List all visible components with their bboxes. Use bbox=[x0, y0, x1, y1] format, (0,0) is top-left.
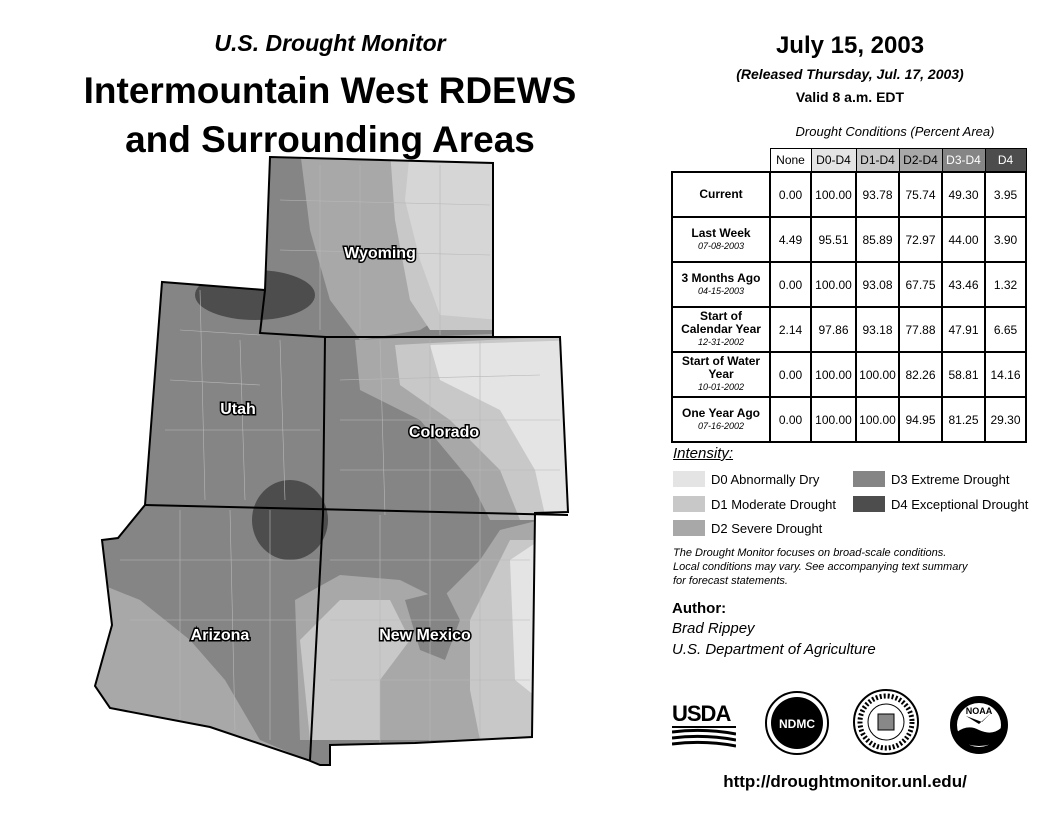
legend-item-d3 bbox=[853, 471, 1010, 487]
row-label: Last Week bbox=[691, 225, 751, 240]
legend-label: D0 Abnormally Dry bbox=[711, 471, 820, 487]
table-cell: 77.88 bbox=[899, 307, 942, 352]
col-header-d0d4: D0-D4 bbox=[811, 149, 856, 173]
legend-swatch bbox=[673, 496, 705, 512]
row-date: 04-15-2003 bbox=[697, 285, 745, 296]
table-cell: 4.49 bbox=[770, 217, 811, 262]
table-cell: 93.78 bbox=[856, 172, 899, 217]
author-name: Brad Rippey bbox=[672, 620, 755, 637]
table-cell: 3.95 bbox=[985, 172, 1026, 217]
table-cell: 100.00 bbox=[856, 397, 899, 442]
row-label: Start of Calendar Year bbox=[681, 309, 761, 336]
table-cell: 47.91 bbox=[942, 307, 985, 352]
ndmc-logo bbox=[764, 690, 830, 756]
legend-title: Intensity: bbox=[673, 445, 734, 462]
col-header-d1d4: D1-D4 bbox=[856, 149, 899, 173]
table-cell: 72.97 bbox=[899, 217, 942, 262]
disclaimer-note bbox=[673, 546, 1023, 588]
state-label-new-mexico: New Mexico bbox=[379, 627, 471, 644]
state-label-wyoming: Wyoming bbox=[344, 245, 416, 262]
row-date: 12-31-2002 bbox=[697, 337, 745, 347]
legend-item-d1 bbox=[673, 496, 836, 512]
noaa-logo-text: NOAA bbox=[965, 706, 993, 716]
row-date: 07-08-2003 bbox=[697, 240, 745, 251]
table-cell: 14.16 bbox=[985, 352, 1026, 397]
legend-label: D2 Severe Drought bbox=[711, 520, 823, 536]
table-cell: 93.08 bbox=[856, 262, 899, 307]
state-label-arizona: Arizona bbox=[190, 627, 250, 644]
table-cell: 49.30 bbox=[942, 172, 985, 217]
table-caption: Drought Conditions (Percent Area) bbox=[795, 124, 995, 139]
table-cell: 3.90 bbox=[985, 217, 1026, 262]
note-line: for forecast statements. bbox=[673, 575, 788, 587]
row-label: One Year Ago bbox=[681, 405, 761, 420]
table-cell: 0.00 bbox=[770, 397, 811, 442]
table-cell: 100.00 bbox=[811, 172, 856, 217]
author-heading: Author: bbox=[672, 600, 727, 617]
table-cell: 67.75 bbox=[899, 262, 942, 307]
map-date: July 15, 2003 bbox=[775, 32, 925, 59]
table-cell: 97.86 bbox=[811, 307, 856, 352]
table-cell: 0.00 bbox=[770, 352, 811, 397]
table-cell: 85.89 bbox=[856, 217, 899, 262]
table-cell: 29.30 bbox=[985, 397, 1026, 442]
legend-swatch bbox=[673, 520, 705, 536]
map-subtitle: U.S. Drought Monitor bbox=[214, 30, 446, 56]
legend-item-d4 bbox=[853, 496, 1028, 512]
legend-label: D1 Moderate Drought bbox=[711, 496, 837, 512]
drought-conditions-table bbox=[671, 148, 1027, 443]
table-cell: 94.95 bbox=[899, 397, 942, 442]
legend-label: D4 Exceptional Drought bbox=[891, 496, 1029, 512]
table-cell: 0.00 bbox=[770, 172, 811, 217]
table-row-start-of-calendar-year bbox=[672, 307, 1026, 352]
table-cell: 58.81 bbox=[942, 352, 985, 397]
legend-swatch bbox=[673, 471, 705, 487]
usda-logo bbox=[672, 702, 736, 750]
map-title-line2: and Surrounding Areas bbox=[125, 119, 535, 160]
state-label-colorado: Colorado bbox=[408, 424, 480, 441]
commerce-seal bbox=[852, 688, 920, 756]
usda-logo-text: USDA bbox=[672, 702, 736, 728]
col-header-d3d4: D3-D4 bbox=[942, 149, 985, 173]
table-row-3-months-ago bbox=[672, 262, 1026, 307]
table-cell: 43.46 bbox=[942, 262, 985, 307]
col-header-none: None bbox=[770, 149, 811, 173]
row-label: Start of Water Year bbox=[681, 354, 761, 381]
table-cell: 0.00 bbox=[770, 262, 811, 307]
table-cell: 100.00 bbox=[856, 352, 899, 397]
table-cell: 93.18 bbox=[856, 307, 899, 352]
map-title-line1: Intermountain West RDEWS bbox=[83, 70, 577, 111]
note-line: Local conditions may vary. See accompanying text summary bbox=[673, 561, 968, 573]
table-cell: 100.00 bbox=[811, 262, 856, 307]
legend-item-d2 bbox=[673, 520, 822, 536]
table-row-one-year-ago bbox=[672, 397, 1026, 442]
drought-map bbox=[0, 150, 660, 770]
state-label-utah: Utah bbox=[220, 401, 256, 418]
legend-swatch bbox=[853, 496, 885, 512]
row-date: 07-16-2002 bbox=[697, 420, 745, 431]
release-date: (Released Thursday, Jul. 17, 2003) bbox=[736, 66, 964, 82]
col-header-d2d4: D2-D4 bbox=[899, 149, 942, 173]
table-cell: 81.25 bbox=[942, 397, 985, 442]
table-row-current bbox=[672, 172, 1026, 217]
usda-logo-field bbox=[672, 728, 736, 748]
valid-time: Valid 8 a.m. EDT bbox=[795, 89, 905, 105]
footer-url[interactable]: http://droughtmonitor.unl.edu/ bbox=[723, 772, 967, 791]
legend-label: D3 Extreme Drought bbox=[891, 471, 1010, 487]
col-header-d4: D4 bbox=[985, 149, 1026, 173]
table-cell: 82.26 bbox=[899, 352, 942, 397]
table-row-start-of-water-year bbox=[672, 352, 1026, 397]
table-cell: 100.00 bbox=[811, 352, 856, 397]
drought-shading bbox=[0, 150, 660, 770]
table-cell: 44.00 bbox=[942, 217, 985, 262]
table-cell: 2.14 bbox=[770, 307, 811, 352]
legend-item-d0 bbox=[673, 471, 819, 487]
row-date: 10-01-2002 bbox=[697, 382, 745, 392]
legend-swatch bbox=[853, 471, 885, 487]
table-row-last-week bbox=[672, 217, 1026, 262]
ndmc-logo-text: NDMC bbox=[779, 717, 815, 731]
table-cell: 75.74 bbox=[899, 172, 942, 217]
noaa-logo bbox=[948, 694, 1010, 756]
row-label: 3 Months Ago bbox=[681, 270, 761, 285]
table-cell: 6.65 bbox=[985, 307, 1026, 352]
author-org: U.S. Department of Agriculture bbox=[672, 641, 876, 658]
table-cell: 1.32 bbox=[985, 262, 1026, 307]
table-cell: 100.00 bbox=[811, 397, 856, 442]
table-cell: 95.51 bbox=[811, 217, 856, 262]
note-line: The Drought Monitor focuses on broad-scale conditions. bbox=[673, 547, 947, 559]
row-label: Current bbox=[699, 187, 743, 201]
